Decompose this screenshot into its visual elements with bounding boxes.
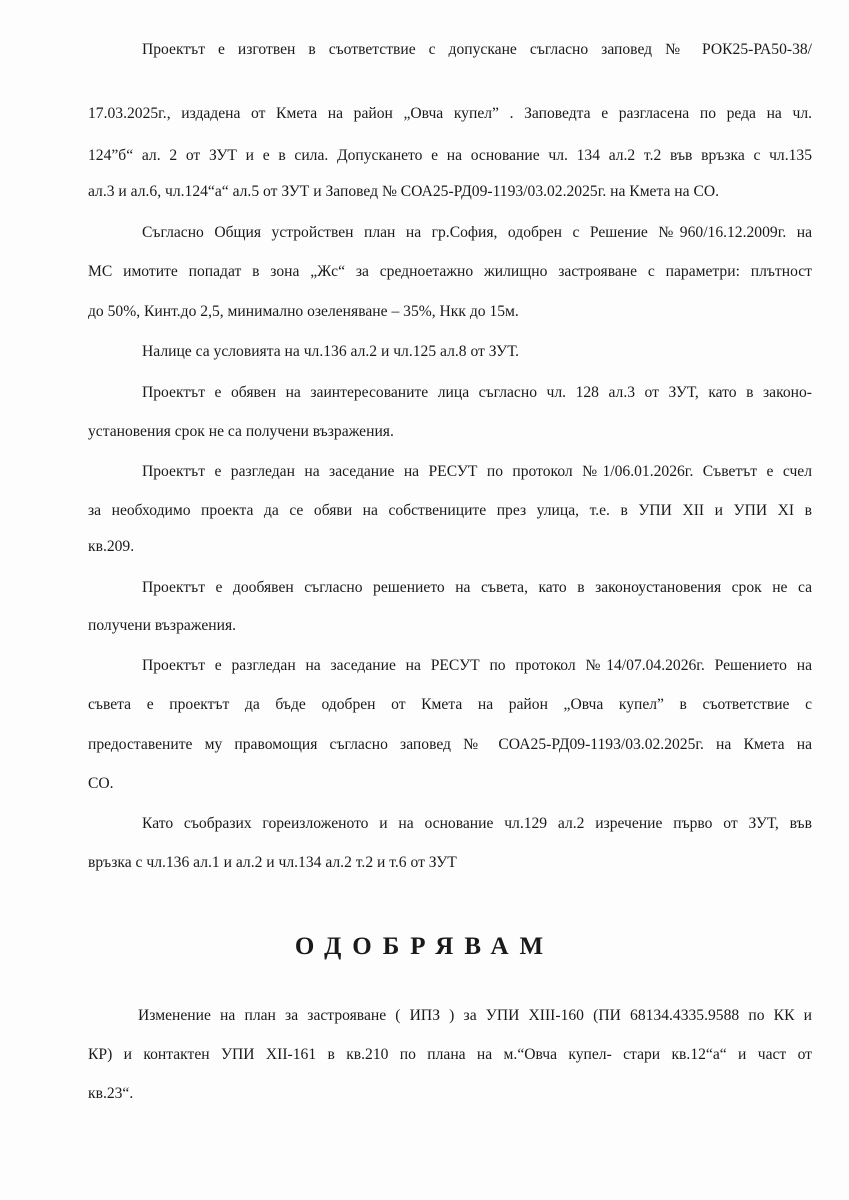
- paragraph-8-line-2: връзка с чл.136 ал.1 и ал.2 и чл.134 ал.2 т.2 и т.6 от ЗУТ: [88, 854, 457, 871]
- paragraph-6-line-2: получени възражения.: [88, 617, 237, 634]
- approval-heading: ОДОБРЯВАМ: [294, 933, 555, 960]
- paragraph-4-line-1: Проектът е обявен на заинтересованите лица съгласно чл. 128 ал.3 от ЗУТ, като в законо-: [142, 384, 812, 401]
- paragraph-5-line-2: за необходимо проекта да се обяви на собствениците през улица, т.е. в УПИ XII и УПИ XI в: [88, 502, 812, 519]
- final-paragraph-line-3: кв.23“.: [88, 1085, 134, 1102]
- paragraph-7-line-2: съвета е проектът да бъде одобрен от Кмета на район „Овча купел” в съответствие с: [88, 696, 812, 713]
- paragraph-2-line-1: Съгласно Общия устройствен план на гр.София, одобрен с Решение №960/16.12.2009г. на: [142, 224, 812, 241]
- paragraph-7-line-3: предоставените му правомощия съгласно заповед № СОА25-РД09-1193/03.02.2025г. на Кмета на: [88, 736, 812, 753]
- paragraph-2-line-2: МС имотите попадат в зона „Жс“ за средноетажно жилищно застрояване с параметри: плътност: [88, 263, 812, 280]
- final-paragraph-line-2: КР) и контактен УПИ XII-161 в кв.210 по плана на м.“Овча купел- стари кв.12“а“ и част от: [88, 1046, 812, 1063]
- final-paragraph-line-1: Изменение на план за застрояване ( ИПЗ ) за УПИ XIII-160 (ПИ 68134.4335.9588 по КК и: [138, 1007, 812, 1024]
- paragraph-6-line-1: Проектът е дообявен съгласно решението на съвета, като в законоустановения срок не са: [142, 579, 812, 596]
- paragraph-1-line-2: 17.03.2025г., издадена от Кмета на район „Овча купел” . Заповедта е разгласена по реда на чл.: [88, 105, 812, 122]
- paragraph-3-line-1: Налице са условията на чл.136 ал.2 и чл.125 ал.8 от ЗУТ.: [142, 343, 520, 360]
- paragraph-2-line-3: до 50%, Кинт.до 2,5, минимално озеленяване – 35%, Нкк до 15м.: [88, 303, 519, 320]
- paragraph-1-line-1: Проектът е изготвен в съответствие с допускане съгласно заповед № РОК25-РА50-38/: [142, 41, 812, 58]
- paragraph-7-line-4: СО.: [88, 775, 114, 792]
- paragraph-5-line-1: Проектът е разгледан на заседание на РЕСУТ по протокол №1/06.01.2026г. Съветът е счел: [142, 463, 812, 480]
- paragraph-8-line-1: Като съобразих гореизложеното и на основание чл.129 ал.2 изречение първо от ЗУТ, във: [142, 815, 812, 832]
- paragraph-1-line-4: ал.3 и ал.6, чл.124“а“ ал.5 от ЗУТ и Заповед № СОА25-РД09-1193/03.02.2025г. на Кмета на СО.: [88, 183, 720, 200]
- paragraph-4-line-2: установения срок не са получени възражения.: [88, 423, 394, 440]
- paragraph-1-line-3: 124”б“ ал. 2 от ЗУТ и е в сила. Допускането е на основание чл. 134 ал.2 т.2 във връзка с чл.135: [88, 147, 812, 164]
- paragraph-5-line-3: кв.209.: [88, 538, 135, 555]
- paragraph-7-line-1: Проектът е разгледан на заседание на РЕСУТ по протокол №14/07.04.2026г. Решението на: [142, 657, 812, 674]
